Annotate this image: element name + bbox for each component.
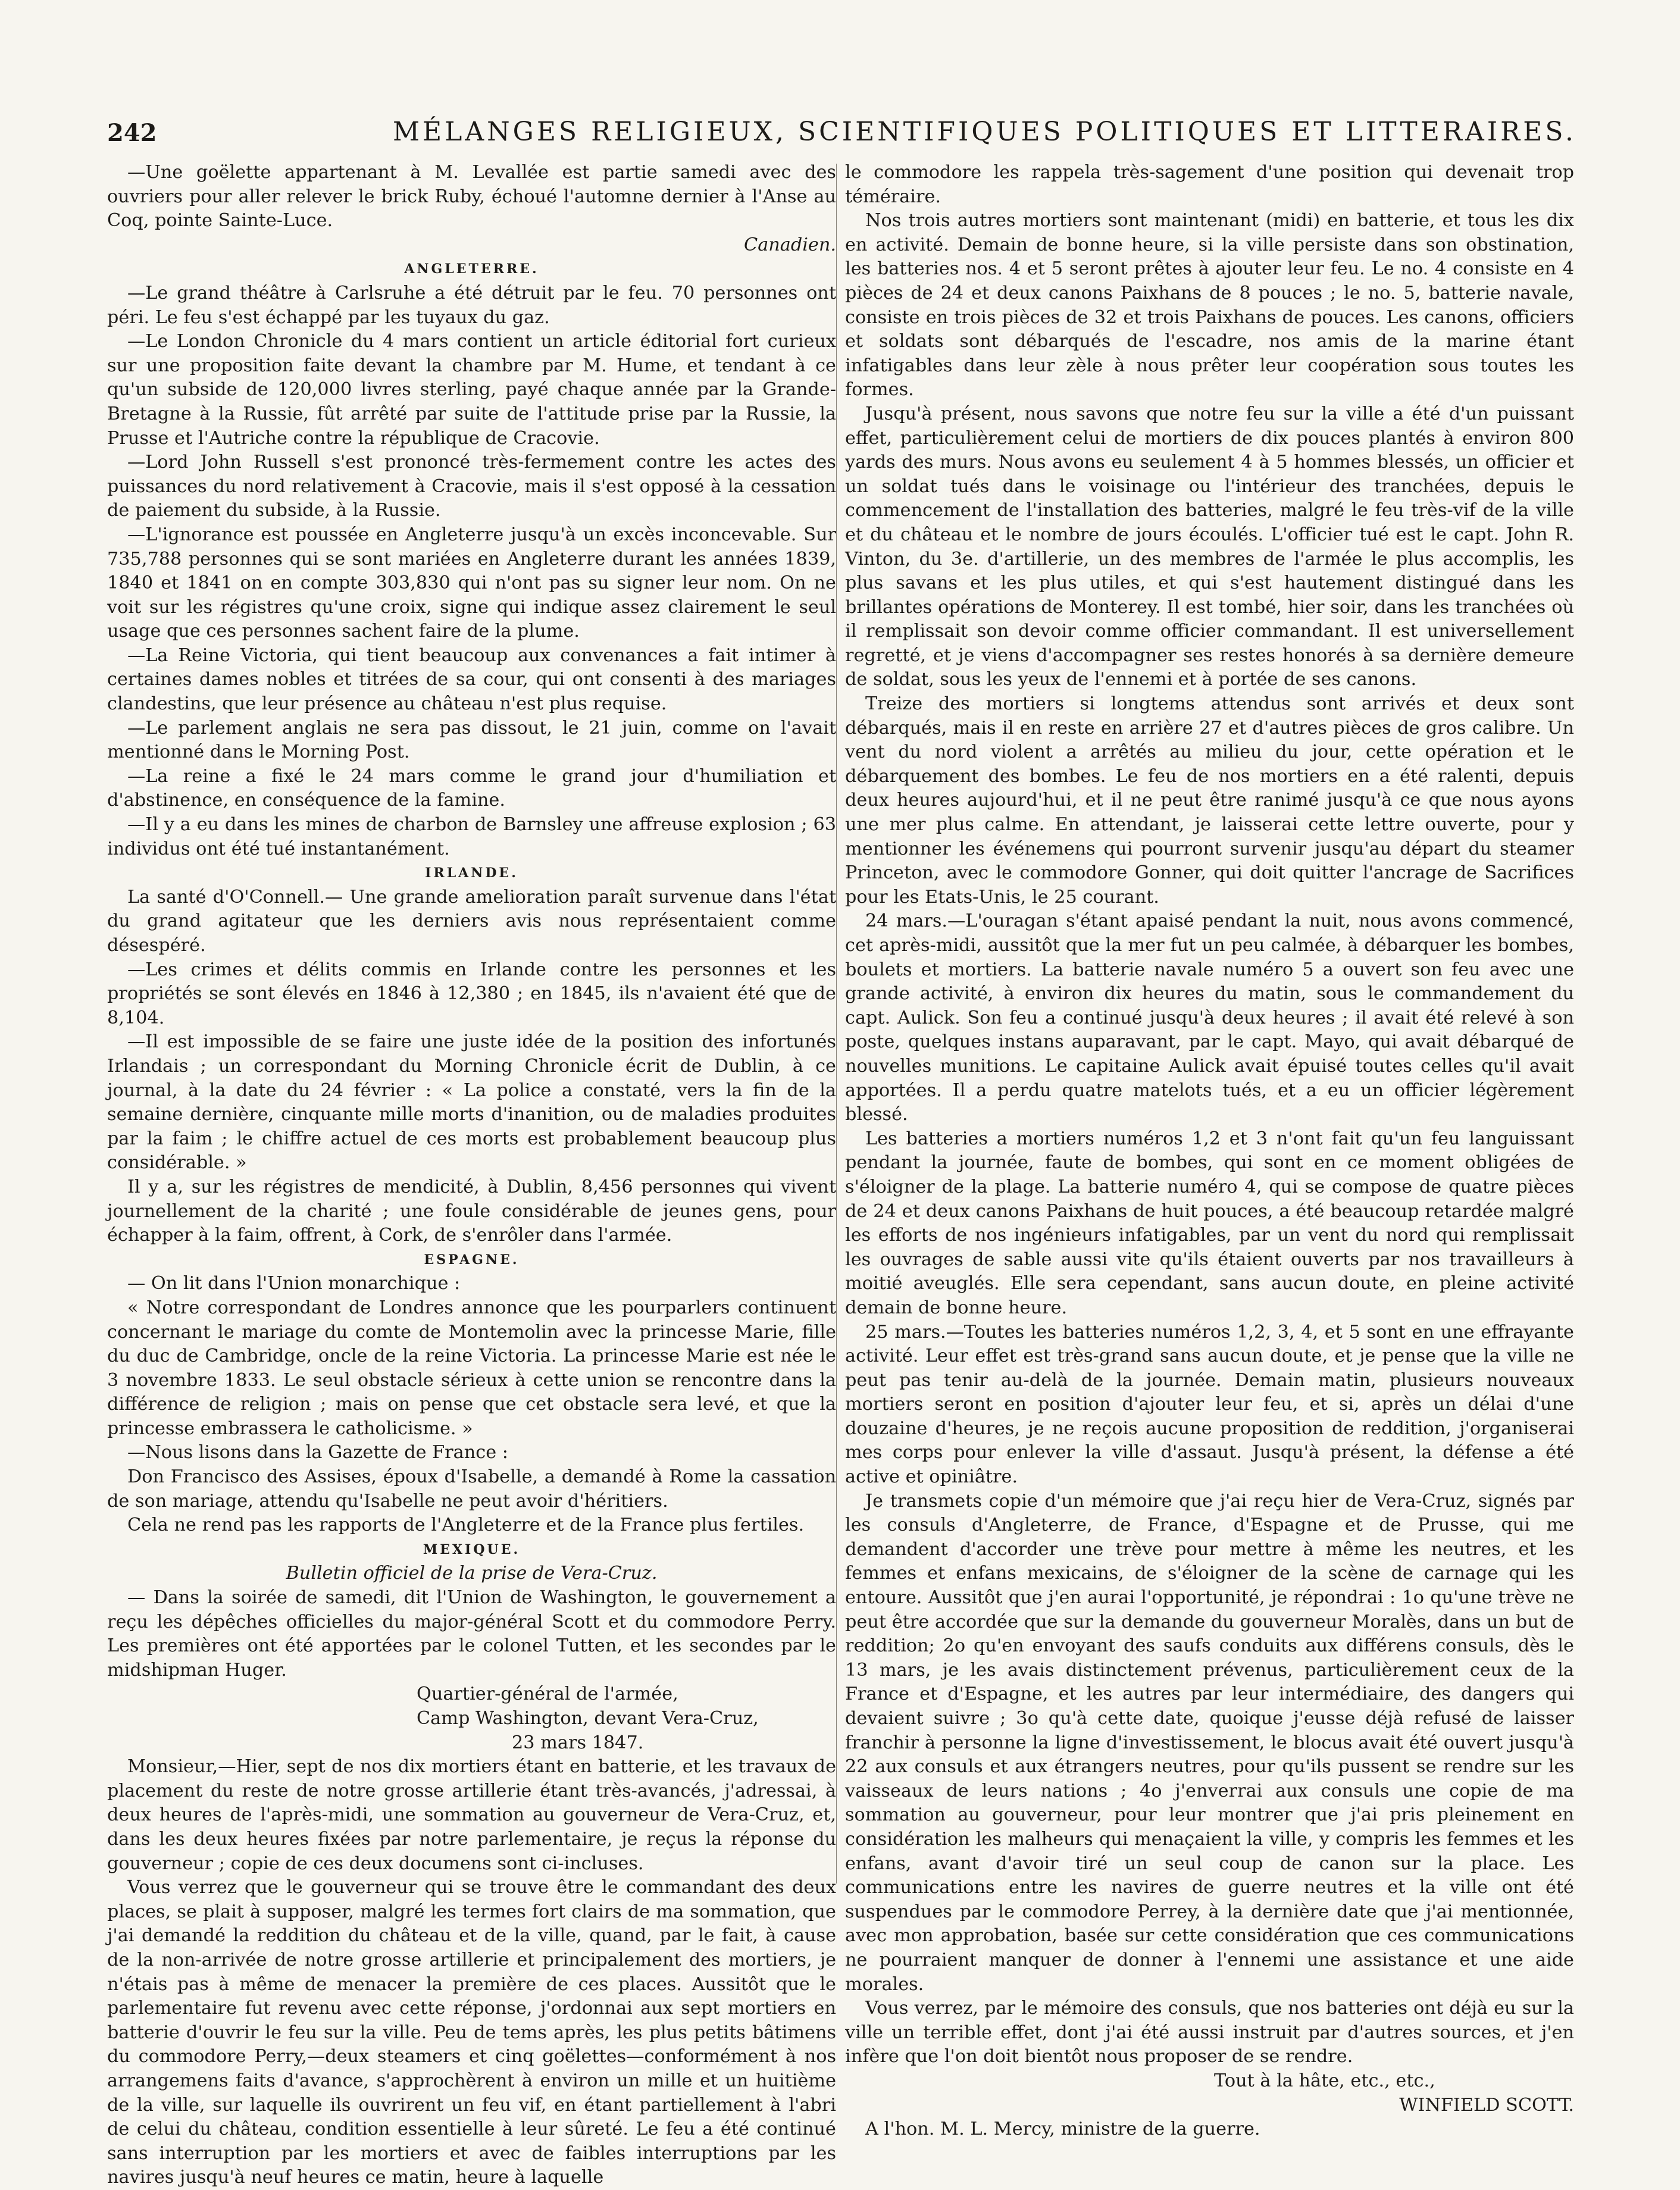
news-paragraph: « Notre correspondant de Londres annonce que les pourparlers continuent concernant le mariage du comte de Montemolin avec la princesse Marie, fille du duc de Cambridge, oncle de la reine Victoria. La princesse Marie est née le 3 novembre 1833. Le seul obstacle sérieux à cette union se rencontre dans la différence de religion ; mais on pense que cet obstacle sera levé, et que la princesse embrassera le catholicisme. »	[107, 1297, 836, 1439]
news-paragraph: —Une goëlette appartenant à M. Levallée est partie samedi avec des ouvriers pour aller relever le brick Ruby, échoué l'automne dernier à l'Anse au Coq, pointe Sainte-Luce.	[107, 162, 836, 231]
news-paragraph: —La Reine Victoria, qui tient beaucoup aux convenances a fait intimer à certaines dames nobles et titrées de sa cour, qui ont consenti à des mariages clandestins, que leur présence au château n'est plus requise.	[107, 645, 836, 715]
news-paragraph: —L'ignorance est poussée en Angleterre jusqu'à un excès inconcevable. Sur 735,788 personnes qui se sont mariées en Angleterre durant les années 1839, 1840 et 1841 on en compte 303,830 qui n'ont pas su signer leur nom. On ne voit sur les régistres qu'une croix, signe qui indique assez clairement le seul usage que ces personnes sachent faire de la plume.	[107, 524, 836, 642]
news-paragraph: —Le London Chronicle du 4 mars contient un article éditorial fort curieux sur une proposition faite devant la chambre par M. Hume, et tendant à ce qu'un subside de 120,000 livres sterling, payé chaque année par la Grande-Bretagne à la Russie, fût arrêté par suite de l'attitude prise par la Russie, la Prusse et l'Autriche contre la république de Cracovie.	[107, 331, 836, 449]
dateline-line: 23 mars 1847.	[512, 1732, 644, 1753]
news-paragraph: — Dans la soirée de samedi, dit l'Union de Washington, le gouvernement a reçu les dépêches officielles du major-général Scott et du commodore Perry. Les premières ont été apportées par le colonel Tutten, et les secondes par le midshipman Huger.	[107, 1587, 836, 1681]
dateline-block	[107, 1682, 836, 1755]
news-paragraph: —Il y a eu dans les mines de charbon de Barnsley une affreuse explosion ; 63 individus ont été tué instantanément.	[107, 814, 836, 859]
letter-paragraph: 25 mars.—Toutes les batteries numéros 1,2, 3, 4, et 5 sont en une effrayante activité. Leur effet est très-grand sans aucun doute, et je pense que la ville ne peut pas tenir au-delà de la journée. Demain matin, plusieurs nouveaux mortiers seront en position d'ajouter leur feu, et si, après un délai d'une douzaine d'heures, je ne reçois aucune proposition de reddition, j'organiserai mes corps pour enlever la ville d'assaut. Jusqu'à présent, la défense a été active et opiniâtre.	[845, 1321, 1574, 1488]
page-number: 242	[107, 119, 157, 147]
letter-paragraph: Nos trois autres mortiers sont maintenant (midi) en batterie, et tous les dix en activité. Demain de bonne heure, si la ville persiste dans son obstination, les batteries nos. 4 et 5 seront prêtes à ajouter leur feu. Le no. 4 consiste en 4 pièces de 24 et deux canons Paixhans de 8 pouces ; le no. 5, batterie navale, consiste en trois pièces de 32 et trois Paixhans de pouces. Les canons, officiers et soldats sont débarqués de l'escadre, nos amis de la marine étant infatigables dans leur zèle à nous prêter leur coopération sous toutes les formes.	[845, 210, 1574, 401]
news-paragraph: —Les crimes et délits commis en Irlande contre les personnes et les propriétés se sont élevés en 1846 à 12,380 ; en 1845, ils n'avaient été que de 8,104.	[107, 959, 836, 1028]
letter-closing: Tout à la hâte, etc., etc.,	[1214, 2070, 1435, 2091]
letter-paragraph: Jusqu'à présent, nous savons que notre feu sur la ville a été d'un puissant effet, particulièrement celui de mortiers de dix pouces plantés à environ 800 yards des murs. Nous avons eu seulement 4 à 5 hommes blessés, un officier et un soldat tués dans le voisinage ou l'intérieur des tranchées, depuis le commencement de l'installation des batteries, malgré le feu très-vif de la ville et du château et le nombre de jours écoulés. L'officier tué est le capt. John R. Vinton, du 3e. d'artillerie, un des membres de l'armée le plus accomplis, les plus savans et les plus utiles, et qui s'est hautement distingué dans les brillantes opérations de Monterey. Il est tombé, hier soir, dans les tranchées où il remplissait son devoir comme officier commandant. Il est universellement regretté, et je viens d'accompagner ses restes honorés à sa dernière demeure de soldat, sous les yeux de l'ennemi et à portée de ses canons.	[845, 403, 1574, 690]
letter-addressee: A l'hon. M. L. Mercy, ministre de la guerre.	[865, 2119, 1260, 2140]
left-column	[107, 161, 836, 2190]
news-paragraph: —Nous lisons dans la Gazette de France :	[127, 1442, 508, 1463]
running-title: MÉLANGES RELIGIEUX, SCIENTIFIQUES POLITIQUES ET LITTERAIRES.	[393, 117, 1576, 147]
letter-paragraph: Vous verrez que le gouverneur qui se trouve être le commandant des deux places, se plait à supposer, malgré les termes fort clairs de ma sommation, que j'ai demandé la reddition du château et de la ville, quand, par le fait, à cause de la non-arrivée de notre grosse artillerie et principalement des mortiers, je n'étais pas à même de menacer la première de ces places. Aussitôt que le parlementaire fut revenu avec cette réponse, j'ordonnai aux sept mortiers en batterie d'ouvrir le feu sur la ville. Peu de tems après, les plus petits bâtimens du commodore Perry,—deux steamers et cinq goëlettes—conformément à nos arrangemens faits d'avance, s'approchèrent à environ un mille et un huitième de la ville, sur laquelle ils ouvrirent un feu vif, en étant partiellement à l'abri de celui du château, condition essentielle à leur sûreté. Le feu a été continué sans interruption par les mortiers et avec de faibles interruptions par les navires jusqu'à neuf heures ce matin, heure à laquelle	[107, 1877, 836, 2188]
letter-paragraph: Monsieur,—Hier, sept de nos dix mortiers étant en batterie, et les travaux de placement du reste de notre grosse artillerie étant très-avancés, j'adressai, à deux heures de l'après-midi, une sommation au gouverneur de Vera-Cruz, et, dans les deux heures fixées par notre parlementaire, je reçus la réponse du gouverneur ; copie de ces deux documens sont ci-incluses.	[107, 1756, 836, 1874]
letter-paragraph: Treize des mortiers si longtems attendus sont arrivés et deux sont débarqués, mais il en reste en arrière 27 et d'autres pièces de gros calibre. Un vent du nord violent a arrêtés au milieu du jour, cette opération et le débarquement des bombes. Le feu de nos mortiers en a été ralenti, depuis deux heures aujourd'hui, et il ne peut être ranimé jusqu'à ce que nous ayons une mer plus calme. En attendant, je laisserai cette lettre ouverte, pour y mentionner les événemens qui pourront survenir jusqu'au départ du steamer Princeton, avec le commodore Gonner, qui doit quitter l'ancrage de Sacrifices pour les Etats-Unis, le 25 courant.	[845, 693, 1574, 908]
letter-paragraph: Les batteries a mortiers numéros 1,2 et 3 n'ont fait qu'un feu languissant pendant la journée, faute de bombes, qui sont en ce moment obligées de s'éloigner de la plage. La batterie numéro 4, qui se compose de quatre pièces de 24 et deux canons Paixhans de huit pouces, a été beaucoup retardée malgré les efforts de nos ingénieurs infatigables, par un vent du nord qui remplissait les ouvrages de sable aussi vite qu'ils étaient ouverts par nos travailleurs à moitié aveuglés. Elle sera cependant, sans aucun doute, en pleine activité demain de bonne heure.	[845, 1128, 1574, 1318]
dateline-line: Camp Washington, devant Vera-Cruz,	[417, 1708, 759, 1729]
news-paragraph: —Lord John Russell s'est prononcé très-fermement contre les actes des puissances du nord relativement à Cracovie, mais il s'est opposé à la cessation de paiement du subside, à la Russie.	[107, 452, 836, 521]
news-paragraph: Cela ne rend pas les rapports de l'Angleterre et de la France plus fertiles.	[127, 1515, 805, 1536]
column-divider	[836, 164, 837, 1884]
news-paragraph: — On lit dans l'Union monarchique :	[127, 1273, 461, 1294]
news-paragraph: Il y a, sur les régistres de mendicité, à Dublin, 8,456 personnes qui vivent journellement de la charité ; une foule considérable de jeunes gens, pour échapper à la faim, offrent, à Cork, de s'enrôler dans l'armée.	[107, 1176, 836, 1246]
news-paragraph: —La reine a fixé le 24 mars comme le grand jour d'humiliation et d'abstinence, en conséquence de la famine.	[107, 765, 836, 811]
running-header	[107, 113, 1583, 155]
section-heading-mexique: MEXIQUE.	[423, 1541, 521, 1557]
news-paragraph: —Le grand théâtre à Carlsruhe a été détruit par le feu. 70 personnes ont péri. Le feu s'est échappé par les tuyaux du gaz.	[107, 282, 836, 328]
section-heading-angleterre: ANGLETERRE.	[404, 261, 539, 277]
letter-signature: WINFIELD SCOTT.	[1399, 2094, 1574, 2116]
dateline-line: Quartier-général de l'armée,	[417, 1684, 678, 1705]
bulletin-title: Bulletin officiel de la prise de Vera-Cruz.	[286, 1563, 658, 1584]
source-credit: Canadien.	[744, 234, 836, 255]
news-paragraph: Don Francisco des Assises, époux d'Isabelle, a demandé à Rome la cassation de son mariage, attendu qu'Isabelle ne peut avoir d'héritiers.	[107, 1466, 836, 1512]
section-heading-espagne: ESPAGNE.	[424, 1252, 520, 1268]
letter-paragraph: 24 mars.—L'ouragan s'étant apaisé pendant la nuit, nous avons commencé, cet après-midi, aussitôt que la mer fut un peu calmée, à débarquer les bombes, boulets et mortiers. La batterie navale numéro 5 a ouvert son feu avec une grande activité, à environ dix heures du matin, sous le commandement du capt. Aulick. Son feu a continué jusqu'à deux heures ; il avait été relevé à son poste, quelques instans auparavant, par le capt. Mayo, qui avait débarqué de nouvelles munitions. Le capitaine Aulick avait épuisé toutes celles qu'il avait apportées. Il a perdu quatre matelots tués, et a eu un officier légèrement blessé.	[845, 911, 1574, 1125]
news-paragraph: La santé d'O'Connell.— Une grande amelioration paraît survenue dans l'état du grand agitateur que les derniers avis nous représentaient comme désespéré.	[107, 886, 836, 956]
letter-paragraph: le commodore les rappela très-sagement d'une position qui devenait trop téméraire.	[845, 162, 1574, 207]
right-column	[845, 161, 1574, 2142]
section-heading-irlande: IRLANDE.	[425, 865, 518, 881]
letter-paragraph: Vous verrez, par le mémoire des consuls, que nos batteries ont déjà eu sur la ville un terrible effet, dont j'ai été aussi instruit par d'autres sources, et j'en infère que l'on doit bientôt nous proposer de se rendre.	[845, 1998, 1574, 2067]
news-paragraph: —Le parlement anglais ne sera pas dissout, le 21 juin, comme on l'avait mentionné dans le Morning Post.	[107, 717, 836, 763]
letter-paragraph: Je transmets copie d'un mémoire que j'ai reçu hier de Vera-Cruz, signés par les consuls d'Angleterre, de France, d'Espagne et de Prusse, qui me demandent d'accorder une trève pour mettre à même les neutres, et les femmes et enfans mexicains, de s'éloigner de la scène de carnage qui les entoure. Aussitôt que j'en aurai l'opportunité, je répondrai : 1o qu'une trève ne peut être accordée que sur la demande du gouverneur Moralès, dans un but de reddition; 2o qu'en envoyant des saufs conduits aux différens consuls, dès le 13 mars, je les avais distinctement prévenus, particulièrement ceux de la France et d'Espagne, et les autres par leur intermédiaire, des dangers qui devaient suivre ; 3o qu'à cette date, quoique j'eusse déjà refusé de laisser franchir à personne la ligne d'investissement, le blocus avait été ouvert jusqu'à 22 aux consuls et aux étrangers neutres, pour qu'ils pussent se rendre sur les vaisseaux de leurs nations ; 4o j'enverrai aux consuls une copie de ma sommation au gouverneur, pour leur montrer que j'ai pris pleinement en considération les malheurs qui menaçaient la ville, y compris les femmes et les enfans, avant d'avoir tiré un seul coup de canon sur la place. Les communications entre les navires de guerre neutres et la ville ont été suspendues par le commodore Perrey, à la dernière date que j'ai mentionnée, avec mon approbation, basée sur cette considération que ces communications ne pourraient manquer de donner à l'ennemi une assistance et une aide morales.	[845, 1490, 1574, 1995]
news-paragraph: —Il est impossible de se faire une juste idée de la position des infortunés Irlandais ; un correspondant du Morning Chronicle écrit de Dublin, à ce journal, à la date du 24 février : « La police a constaté, vers la fin de la semaine dernière, cinquante mille morts d'inanition, ou de maladies produites par la faim ; le chiffre actuel de ces morts est probablement beaucoup plus considérable. »	[107, 1031, 836, 1174]
